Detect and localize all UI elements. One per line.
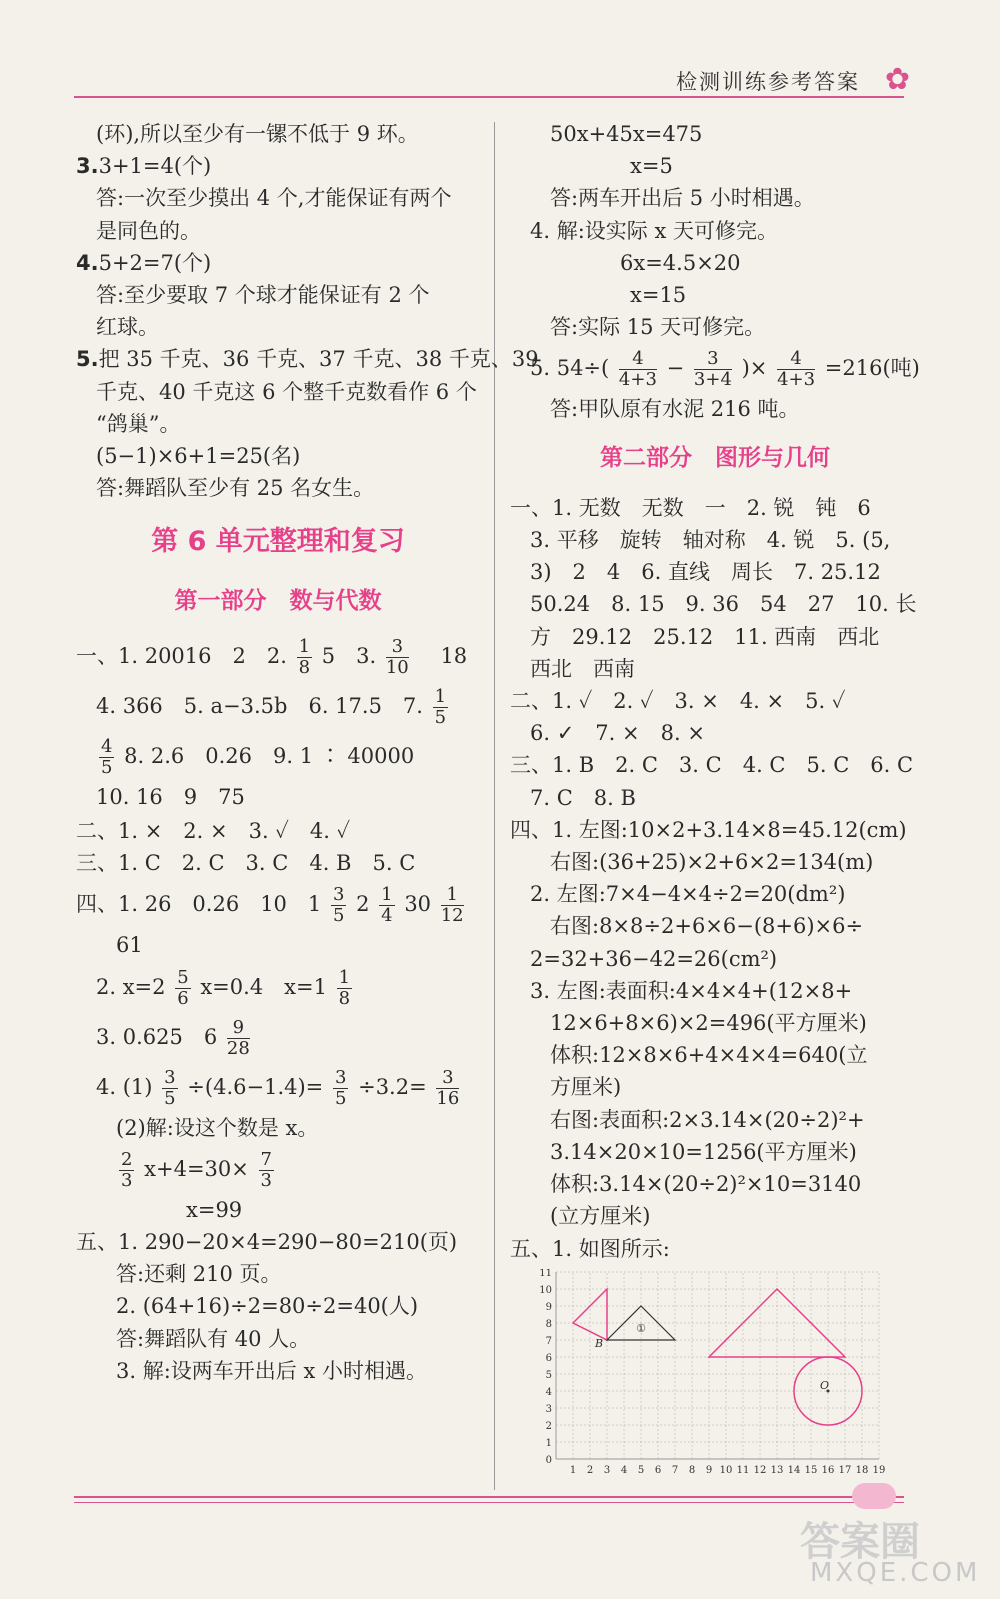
text-line: 把 35 千克、36 千克、37 千克、38 千克、39 (98, 347, 539, 372)
numerator: 9 (227, 1018, 250, 1039)
text-line: 红球。 (96, 315, 159, 340)
text-line: 西北 西南 (530, 656, 635, 681)
grid-y-tick: 7 (545, 1335, 552, 1347)
text-line: 五、1. 290−20×4=290−80=210(页) (76, 1230, 458, 1255)
text-line: “鸽巢”。 (96, 411, 181, 436)
label-1: ① (636, 1321, 646, 1335)
text-line: 二、1. × 2. × 3. ✓ 4. ✓ (76, 819, 351, 844)
denominator: 10 (385, 656, 409, 678)
text-line: 2=32+36−42=26(cm²) (530, 946, 778, 971)
text-line: 答:一次至少摸出 4 个,才能保证有两个 (96, 186, 452, 211)
answer-line (76, 1012, 480, 1062)
text-line: 4. 366 5. a−3.5b 6. 17.5 7. (96, 693, 423, 718)
numerator: 3 (436, 1068, 459, 1089)
numerator: 4 (777, 349, 815, 370)
text-line: 50.24 8. 15 9. 36 54 27 10. 长 (530, 592, 917, 617)
text-line: 是同色的。 (96, 218, 201, 243)
grid-x-tick: 4 (620, 1464, 628, 1476)
question-number: 3. (76, 154, 99, 179)
text-line: =216(吨) (824, 356, 920, 381)
numerator: 3 (334, 1066, 347, 1088)
text-line: 一、1. 20016 2 2. (76, 643, 287, 668)
text-line: 8. 2.6 0.26 9. 1 ∶ 40000 (124, 743, 415, 768)
text-line: 4. (1) (96, 1074, 153, 1099)
text-line: 三、1. B 2. C 3. C 4. C 5. C 6. C (510, 753, 914, 778)
text-line: 12×6+8×6)×2=496(平方厘米) (550, 1011, 867, 1036)
grid-y-tick: 11 (539, 1268, 552, 1279)
numerator: 1 (381, 884, 393, 906)
numerator: 3 (332, 884, 345, 906)
text-line: ÷(4.6−1.4)= (187, 1074, 324, 1099)
text-line: (立方厘米) (550, 1204, 651, 1229)
coordinate-grid (532, 1269, 892, 1479)
fraction (694, 349, 732, 390)
denominator: 5 (334, 1087, 347, 1109)
answer-line (76, 1062, 480, 1112)
numerator: 5 (177, 966, 189, 988)
text-line: 18 (440, 643, 468, 668)
fraction (436, 1068, 459, 1109)
grid-x-tick: 3 (603, 1464, 611, 1476)
numerator: 2 (121, 1148, 133, 1170)
grid-y-tick: 3 (545, 1403, 552, 1415)
text-line: 5. 54÷( (530, 356, 610, 381)
text-line: 5+2=7(个) (98, 250, 212, 275)
text-line: x=99 (186, 1197, 243, 1222)
denominator: 5 (332, 905, 345, 927)
text-line: 方厘米) (550, 1075, 622, 1100)
page-header (0, 60, 1000, 100)
text-line: 答:实际 15 天可修完。 (550, 315, 766, 340)
text-line: 50x+45x=475 (550, 122, 703, 146)
text-line: 2 (356, 892, 370, 917)
text-line: 2. x=2 (96, 974, 166, 999)
numerator: 1 (298, 635, 311, 657)
denominator: 5 (101, 756, 113, 778)
part-heading: 第二部分 图形与几何 (600, 444, 830, 471)
text-line: 2. (64+16)÷2=80÷2=40(人) (116, 1294, 419, 1319)
text-line: 右图:表面积:2×3.14×(20÷2)²+ (550, 1107, 865, 1132)
denominator: 4+3 (777, 369, 816, 391)
text-line: 4. 解:设实际 x 天可修完。 (530, 218, 778, 243)
grid-x-tick: 14 (787, 1464, 801, 1476)
text-line: 3.14×20×10=1256(平方厘米) (550, 1139, 857, 1164)
text-line: 答:还剩 210 页。 (116, 1262, 282, 1287)
text-line: 四、1. 26 0.26 10 1 (76, 892, 322, 917)
text-line: 体积:12×8×6+4×4×4=640(立 (550, 1043, 868, 1068)
grid-y-tick: 9 (545, 1301, 552, 1313)
text-line: 5 3. (321, 643, 377, 668)
grid-y-tick: 4 (545, 1386, 552, 1398)
numerator: 4 (619, 349, 657, 370)
grid-x-tick: 2 (586, 1464, 594, 1476)
fraction (433, 687, 448, 728)
text-line: 3. 解:设两车开出后 x 小时相遇。 (116, 1358, 427, 1383)
text-line: 3) 2 4 6. 直线 周长 7. 25.12 (530, 560, 881, 585)
fraction (259, 1150, 274, 1191)
fraction (386, 637, 409, 678)
fraction (297, 637, 312, 678)
header-rule (74, 96, 904, 98)
grid-x-tick: 16 (821, 1464, 835, 1476)
grid-x-tick: 10 (719, 1464, 733, 1476)
header-title: 检测训练参考答案 (676, 70, 860, 94)
grid-x-tick: 5 (637, 1464, 645, 1476)
fraction (777, 349, 815, 390)
right-column (510, 118, 920, 1488)
question-number: 5. (76, 347, 99, 372)
text-line: 3. 0.625 6 (96, 1024, 218, 1049)
fraction (162, 1068, 177, 1109)
fraction (379, 885, 394, 926)
answer-line (76, 962, 480, 1012)
grid-x-tick: 1 (569, 1464, 577, 1476)
text-line: 答:至少要取 7 个球才能保证有 2 个 (96, 283, 430, 308)
denominator: 16 (436, 1087, 460, 1109)
text-line: 四、1. 左图:10×2+3.14×8=45.12(cm) (510, 817, 907, 842)
grid-y-tick: 1 (545, 1437, 552, 1449)
text-line: 答:舞蹈队至少有 25 名女生。 (96, 476, 375, 501)
denominator: 4+3 (618, 369, 657, 391)
fraction (99, 737, 114, 778)
answer-line (76, 879, 480, 929)
text-line: 30 (404, 892, 432, 917)
numerator: 3 (164, 1066, 176, 1088)
text-line: 千克、40 千克这 6 个整千克数看作 6 个 (96, 379, 477, 404)
answer-line (76, 631, 480, 681)
denominator: 8 (338, 987, 351, 1009)
numerator: 1 (434, 685, 447, 707)
numerator: 3 (386, 637, 409, 658)
fraction (119, 1150, 134, 1191)
text-line: 二、1. ✓ 2. ✓ 3. × 4. × 5. ✓ (510, 689, 846, 714)
grid-x-tick: 8 (688, 1464, 696, 1476)
text-line: 3. 左图:表面积:4×4×4+(12×8+ (530, 978, 853, 1003)
text-line: 3+1=4(个) (98, 154, 212, 179)
grid-x-tick: 13 (770, 1464, 784, 1476)
denominator: 4 (381, 905, 393, 927)
denominator: 28 (226, 1037, 250, 1059)
text-line: (2)解:设这个数是 x。 (116, 1115, 319, 1140)
text-line: ÷3.2= (358, 1074, 427, 1099)
text-line: (环),所以至少有一镙不低于 9 环。 (96, 122, 419, 146)
fraction (333, 1068, 348, 1109)
numerator: 1 (338, 966, 351, 988)
fraction (619, 349, 657, 390)
grid-x-tick: 19 (872, 1464, 886, 1476)
text-line: 三、1. C 2. C 3. C 4. B 5. C (76, 851, 416, 876)
grid-x-tick: 17 (838, 1464, 852, 1476)
denominator: 3+4 (693, 369, 732, 391)
denominator: 3 (121, 1169, 133, 1191)
answer-line (76, 1144, 480, 1194)
text-line: − (666, 356, 685, 381)
text-line: x=15 (630, 283, 687, 308)
grid-y-tick: 2 (545, 1420, 552, 1432)
grid-y-tick: 10 (539, 1284, 552, 1296)
denominator: 6 (177, 987, 189, 1009)
numerator: 4 (101, 735, 113, 757)
denominator: 5 (164, 1087, 176, 1109)
numerator: 7 (260, 1148, 272, 1170)
grid-x-tick: 6 (654, 1464, 662, 1476)
text-line: 7. C 8. B (530, 785, 636, 810)
part-heading: 第一部分 数与代数 (174, 587, 382, 614)
text-line: 五、1. 如图所示: (510, 1236, 670, 1261)
text-line: )× (741, 356, 768, 381)
text-line: 6x=4.5×20 (620, 250, 741, 275)
text-line: 10. 16 9 75 (96, 784, 245, 809)
grid-figure (532, 1269, 920, 1488)
question-number: 4. (76, 250, 99, 275)
text-line: 答:两车开出后 5 小时相遇。 (550, 186, 815, 211)
grid-x-tick: 18 (855, 1464, 869, 1476)
text-line: 方 29.12 25.12 11. 西南 西北 (530, 624, 880, 649)
grid-x-tick: 9 (705, 1464, 713, 1476)
numerator: 3 (694, 349, 732, 370)
text-line: 答:甲队原有水泥 216 吨。 (550, 397, 800, 422)
flower-icon: ✿ (884, 62, 910, 97)
grid-x-tick: 7 (671, 1464, 679, 1476)
denominator: 12 (440, 905, 464, 927)
text-line: 61 (116, 933, 143, 958)
answer-line (510, 343, 920, 393)
grid-x-tick: 12 (753, 1464, 767, 1476)
fraction (441, 885, 464, 926)
footer-rule (74, 1502, 904, 1503)
text-line: x=5 (630, 154, 673, 179)
grid-y-tick: 8 (545, 1318, 552, 1330)
text-line: 答:舞蹈队有 40 人。 (116, 1326, 311, 1351)
fraction (175, 968, 190, 1009)
fraction (227, 1018, 250, 1059)
left-column (76, 118, 539, 1387)
watermark-url: MXQE.COM (810, 1558, 981, 1588)
text-line: x+4=30× (144, 1156, 249, 1181)
fraction (331, 885, 346, 926)
text-line: 6. ✓ 7. × 8. × (530, 721, 705, 746)
text-line: 2. 左图:7×4−4×4÷2=20(dm²) (530, 882, 846, 907)
page-number-badge (852, 1483, 896, 1509)
text-line: (5−1)×6+1=25(名) (96, 444, 301, 469)
text-line: 右图:8×8÷2+6×6−(8+6)×6÷ (550, 914, 864, 939)
unit-heading: 第 6 单元整理和复习 (151, 526, 405, 558)
label-B: B (595, 1336, 604, 1350)
label-O: O (820, 1378, 830, 1392)
answer-line (76, 681, 480, 731)
text-line: 右图:(36+25)×2+6×2=134(m) (550, 850, 874, 875)
grid-x-tick: 11 (736, 1464, 750, 1476)
text-line: 一、1. 无数 无数 一 2. 锐 钝 6 (510, 495, 871, 520)
grid-y-tick: 5 (545, 1369, 552, 1381)
text-line: 体积:3.14×(20÷2)²×10=3140 (550, 1172, 862, 1197)
text-line: x=0.4 x=1 (200, 974, 327, 999)
watermark-logo: 答案圈 (800, 1519, 920, 1565)
fraction (337, 968, 352, 1009)
text-line: 3. 平移 旋转 轴对称 4. 锐 5. (5, (530, 528, 891, 553)
footer-rule (74, 1496, 904, 1498)
answer-line (76, 731, 480, 781)
numerator: 1 (441, 885, 464, 906)
grid-y-tick: 0 (545, 1454, 552, 1466)
denominator: 3 (260, 1169, 272, 1191)
denominator: 5 (434, 706, 447, 728)
column-divider (494, 122, 495, 1490)
denominator: 8 (298, 656, 311, 678)
grid-y-tick: 6 (545, 1352, 552, 1364)
grid-x-tick: 15 (804, 1464, 818, 1476)
